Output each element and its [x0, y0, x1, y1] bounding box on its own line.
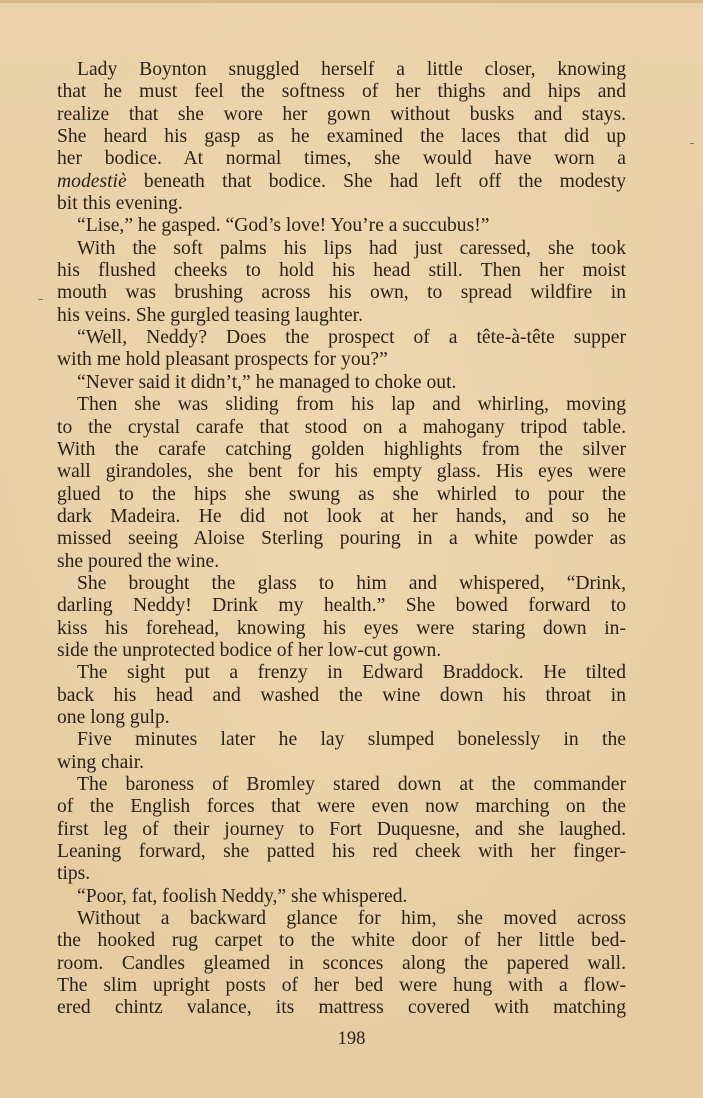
text-line: wall girandoles, she bent for his empty glass. His eyes were [57, 461, 626, 483]
text-line: room. Candles gleamed in sconces along the papered wall. [57, 952, 626, 974]
text-line: side the unprotected bodice of her low-cut gown. [57, 639, 442, 661]
text-line: back his head and washed the wine down his throat in [57, 684, 626, 706]
text-line: wing chair. [57, 751, 145, 773]
text-line: “Well, Neddy? Does the prospect of a tête-à-tête supper [77, 327, 626, 349]
text-line: Five minutes later he lay slumped bonelessly in the [77, 729, 626, 751]
text-line: that he must feel the softness of her thighs and hips and [57, 81, 626, 103]
line-rest: beneath that bodice. She had left off the modesty [126, 170, 626, 192]
text-line: With the carafe catching golden highlights from the silver [57, 438, 626, 460]
text-line: She brought the glass to him and whispered, “Drink, [77, 572, 626, 594]
text-line: “Poor, fat, foolish Neddy,” she whispered. [77, 885, 408, 907]
text-line: Then she was sliding from his lap and whirling, moving [77, 394, 626, 416]
text-line: her bodice. At normal times, she would have worn a [57, 148, 626, 170]
text-line: With the soft palms his lips had just caressed, she took [77, 237, 626, 259]
text-line: ered chintz valance, its mattress covered with matching [57, 997, 626, 1019]
text-line: tips. [57, 863, 91, 885]
text-line: of the English forces that were even now marching on the [57, 796, 626, 818]
italic-word: modestiè [57, 170, 127, 192]
text-line: she poured the wine. [57, 550, 220, 572]
text-line: Lady Boynton snuggled herself a little closer, knowing [77, 59, 626, 80]
text-line: first leg of their journey to Fort Duquesne, and she laughed. [57, 818, 626, 840]
text-line: missed seeing Aloise Sterling pouring in a white powder as [57, 528, 626, 550]
page-number: 198 [337, 1029, 366, 1049]
text-line: glued to the hips she swung as she whirled to pour the [57, 483, 626, 505]
text-line: “Lise,” he gasped. “God’s love! You’re a succubus!” [77, 215, 490, 237]
text-line: darling Neddy! Drink my health.” She bowed forward to [57, 595, 626, 617]
text-line [57, 171, 626, 193]
body-text [57, 59, 626, 1020]
margin-mark [690, 143, 694, 144]
text-line: The baroness of Bromley stared down at the commander [77, 774, 626, 795]
margin-mark [38, 299, 43, 300]
text-line: The sight put a frenzy in Edward Braddock. He tilted [77, 662, 626, 684]
text-line: Without a backward glance for him, she moved across [77, 908, 626, 930]
text-line: Leaning forward, she patted his red cheek with her finger- [57, 841, 626, 863]
text-line: with me hold pleasant prospects for you?” [57, 349, 388, 371]
text-line: She heard his gasp as he examined the laces that did up [57, 126, 626, 148]
text-line: one long gulp. [57, 706, 170, 728]
text-line: “Never said it didn’t,” he managed to choke out. [77, 371, 457, 393]
text-line: the hooked rug carpet to the white door of her little bed- [57, 930, 626, 952]
text-line: to the crystal carafe that stood on a mahogany tripod table. [57, 416, 626, 438]
text-line: kiss his forehead, knowing his eyes were staring down in- [57, 617, 626, 639]
text-line: bit this evening. [57, 193, 183, 215]
text-line: mouth was brushing across his own, to spread wildfire in [57, 282, 626, 304]
text-line: The slim upright posts of her bed were hung with a flow- [57, 975, 626, 997]
text-line: realize that she wore her gown without busks and stays. [57, 103, 626, 125]
text-line: his veins. She gurgled teasing laughter. [57, 304, 364, 326]
text-line: dark Madeira. He did not look at her hands, and so he [57, 505, 626, 527]
text-line: his flushed cheeks to hold his head still. Then her moist [57, 260, 626, 282]
